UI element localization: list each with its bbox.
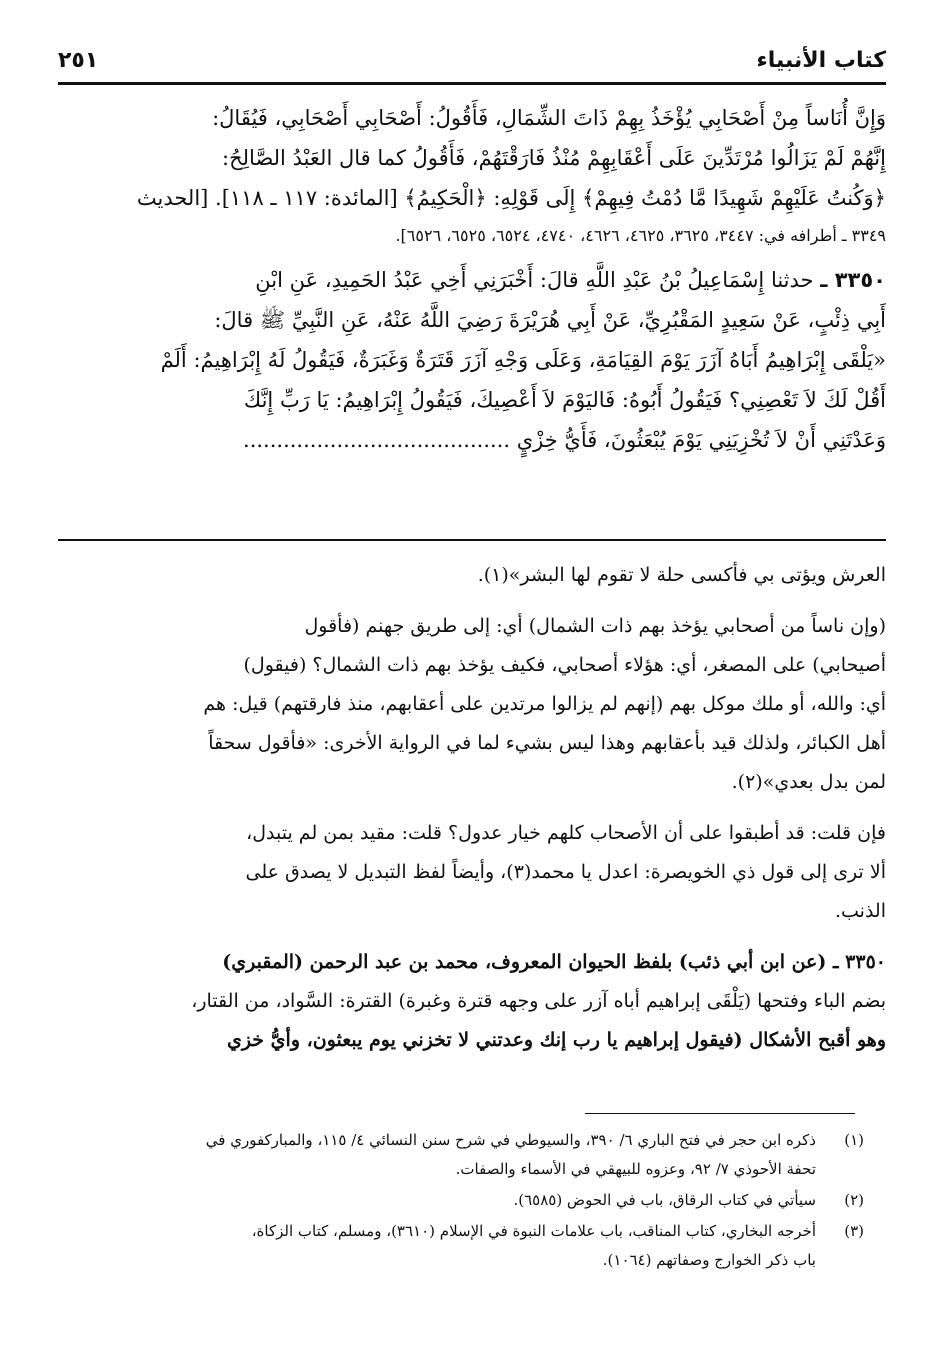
footnote-line: تحفة الأحوذي ٧/ ٩٢، وعزوه للبيهقي في الأسماء والصفات. (455, 1160, 816, 1178)
commentary-block (58, 556, 886, 1072)
footnote-rule (585, 1113, 855, 1114)
commentary-paragraph (58, 814, 886, 931)
footnote-line: ذكره ابن حجر في فتح الباري ٦/ ٣٩٠، والسيوطي في شرح سنن النسائي ٤/ ١١٥، والمباركفوري في (205, 1131, 816, 1149)
hadith-line: «يَلْقَى إِبْرَاهِيمُ أَبَاهُ آزَرَ يَوْمَ القِيَامَةِ، وَعَلَى وَجْهِ آزَرَ قَتَرَةٌ وَغَبَرَةٌ، فَيَقُولُ لَهُ إِبْرَاهِيمُ: أَلَمْ (160, 348, 886, 372)
commentary-line: أي: والله، أو ملك موكل بهم (إنهم لم يزالوا مرتدين على أعقابهم، منذ فارقتهم) قيل: هم (203, 693, 886, 715)
chapter-title: كتاب الأنبياء (756, 47, 886, 73)
commentary-line: الذنب. (834, 900, 886, 922)
footnote-mark: (١) (844, 1131, 864, 1149)
footnote-mark: (٣) (844, 1222, 864, 1240)
commentary-paragraph (58, 943, 886, 1060)
commentary-line: العرش ويؤتى بي فأكسى حلة لا تقوم لها البشر»(١). (477, 564, 886, 586)
footnote-line: باب ذكر الخوارج وصفاتهم (١٠٦٤). (602, 1251, 816, 1269)
commentary-line: أهل الكبائر، ولذلك قيد بأعقابهم وهذا ليس بشيء لما في الرواية الأخرى: «فأقول سحقاً (208, 732, 886, 754)
commentary-line: (وإن ناساً من أصحابي يؤخذ بهم ذات الشمال) أي: إلى طريق جهنم (فأقول (304, 615, 886, 637)
commentary-line: ٣٣٥٠ ـ (عن ابن أبي ذئب) بلفظ الحيوان المعروف، محمد بن عبد الرحمن (المقبري) (222, 951, 886, 973)
hadith-line: أَقُلْ لَكَ لاَ تَعْصِنِي؟ فَيَقُولُ أَبُوهُ: فَاليَوْمَ لاَ أَعْصِيكَ، فَيَقُولُ إِبْرَاهِيمُ: يَا رَبِّ إِنَّكَ (243, 388, 886, 412)
footnotes (58, 1126, 864, 1277)
commentary-paragraph (58, 607, 886, 802)
hadith-line: أَبِي ذِئْبٍ، عَنْ سَعِيدٍ المَقْبُرِيِّ، عَنْ أَبِي هُرَيْرَةَ رَضِيَ اللَّهُ عَنْهُ، عَنِ النَّبِيِّ ﷺ قالَ: (214, 308, 886, 332)
commentary-line: فإن قلت: قد أطبقوا على أن الأصحاب كلهم خيار عدول؟ قلت: مقيد بمن لم يتبدل، (246, 822, 886, 844)
commentary-line: بضم الباء وفتحها (يَلْقَى إبراهيم أباه آزر على وجهه قترة وغبرة) القترة: السَّواد، من القتار، (191, 990, 886, 1012)
footnote-item (58, 1186, 864, 1215)
hadith-line: ﴿وَكُنتُ عَلَيْهِمْ شَهِيدًا مَّا دُمْتُ فِيهِمْ﴾ إِلَى قَوْلِهِ: ﴿الْحَكِيمُ﴾ [المائدة: ١١٧ ـ ١١٨]. [الحديث (136, 186, 886, 210)
hadith-line: إِنَّهُمْ لَمْ يَزَالُوا مُرْتَدِّينَ عَلَى أَعْقَابِهِمْ مُنْذُ فَارَقْتَهُمْ، فَأَقُولُ كما قال العَبْدُ الصَّالِحُ: (222, 146, 886, 170)
hadith-line: وَإِنَّ أُنَاساً مِنْ أَصْحَابِي يُؤْخَذُ بِهِمْ ذَاتَ الشِّمَالِ، فَأَقُولُ: أَصْحَابِي أَصْحَابِي، فَيُقَالُ: (212, 106, 886, 130)
footnote-item (58, 1126, 864, 1184)
footnote-line: سيأتي في كتاب الرقاق، باب في الحوض (٦٥٨٥). (513, 1191, 816, 1209)
hadith-number: ٣٣٥٠ ـ (820, 268, 886, 292)
footnote-text (58, 1217, 816, 1275)
hadith-line: وَعَدْتَنِي أَنْ لاَ تُخْزِيَنِي يَوْمَ يُبْعَثُونَ، فَأَيُّ خِزْيٍ ........................................ (243, 428, 886, 452)
footnote-line: أخرجه البخاري، كتاب المناقب، باب علامات النبوة في الإسلام (٣٦١٠)، ومسلم، كتاب الزكاة، (251, 1222, 816, 1240)
commentary-line: لمن بدل بعدي»(٢). (731, 771, 886, 793)
atraf-line: ٣٣٤٩ ـ أطرافه في: ٣٤٤٧، ٣٦٢٥، ٤٦٢٥، ٤٦٢٦، ٤٧٤٠، ٦٥٢٤، ٦٥٢٥، ٦٥٢٦]. (395, 226, 886, 245)
commentary-line: ألا ترى إلى قول ذي الخويصرة: اعدل يا محمد(٣)، وأيضاً لفظ التبديل لا يصدق على (245, 861, 886, 883)
page-number: ٢٥١ (58, 47, 99, 73)
hadith-line (58, 260, 886, 300)
hadith-text-block (58, 98, 886, 460)
commentary-line: وهو أقبح الأشكال (فيقول إبراهيم يا رب إنك وعدتني لا تخزني يوم يبعثون، وأيُّ خزي (226, 1029, 886, 1051)
footnote-text (58, 1186, 816, 1215)
footnote-item (58, 1217, 864, 1275)
hadith-line-text: حدثنا إِسْمَاعِيلُ بْنُ عَبْدِ اللَّهِ قالَ: أَخْبَرَنِي أَخِي عَبْدُ الحَمِيدِ، عَنِ ابْنِ (255, 268, 814, 292)
section-divider (58, 539, 886, 541)
commentary-line: أصيحابي) على المصغر، أي: هؤلاء أصحابي، فكيف يؤخذ بهم ذات الشمال؟ (فيقول) (243, 654, 886, 676)
footnote-text (58, 1126, 816, 1184)
footnote-mark: (٢) (844, 1191, 864, 1209)
commentary-paragraph (58, 556, 886, 595)
page-header (58, 38, 886, 85)
